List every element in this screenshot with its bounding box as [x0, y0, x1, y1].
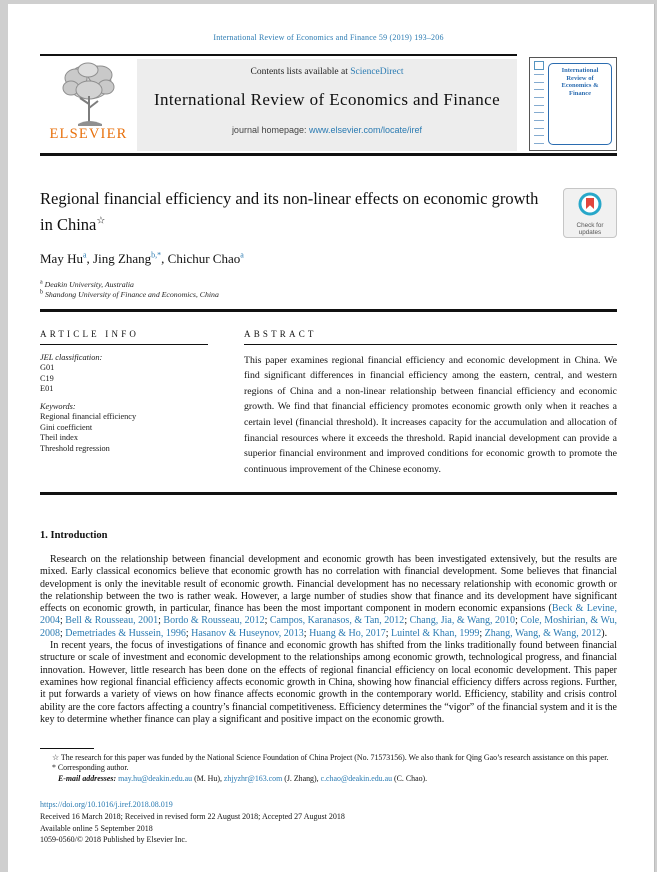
article-info-rule [40, 344, 208, 345]
doi-link[interactable]: https://doi.org/10.1016/j.iref.2018.08.019 [40, 799, 173, 809]
email-link[interactable]: may.hu@deakin.edu.au [118, 773, 193, 783]
email-owner: (C. Chao). [392, 773, 428, 783]
abstract-text: This paper examines regional financial efficiency and economic development in China. We find significant differences in financial efficiency among the eastern, central, and western regions of China and a non-linear relationship between financial efficiency and economic growth. We find that financial efficiency promotes economic growth only when it reaches a certain level (financial threshold). It increases capacity for the accumulation and allocation of financial resources where it exceeds the threshold. Rapid inancial development can provide a superior financial environment and improved conditions for economic growth to promote the continuous improvement of the Chinese economy. [244, 354, 617, 475]
author-separator: , [86, 251, 94, 266]
journal-cover-thumbnail[interactable] [529, 57, 617, 151]
article-info-header: ARTICLE INFO [40, 328, 140, 339]
issn-copyright: 1059-0560/© 2018 Published by Elsevier Inc. [40, 835, 187, 845]
check-for-updates-icon [578, 192, 602, 216]
jel-code: G01 [40, 363, 55, 373]
intro-paragraph-2: In recent years, the focus of investigations of finance and economic growth has shifted from the links traditionally found between financial structure or scale of investment and economic development to the relationships among economic growth, technological progress, and financial innovation. However, little research has been done on the effects of regional financial efficiency on local economic development. This paper examines how regional financial efficiency affects economic growth in China, showing how financial efficiency differs across regions. Further, it put forwards a variety of views on how finance affects economic growth in the contemporary world. Efficiency, stability and crisis control ability are the core factors affecting a country’s financial competitiveness. Efficiency determines the “vigor” of the financial system and it is the key to determine whether finance can play a significant and positive impact on the economic growth. [40, 640, 617, 725]
elsevier-logo [40, 56, 137, 151]
abstract-column [244, 329, 617, 478]
keyword: Gini coefficient [40, 422, 93, 432]
title-block-rule [40, 309, 617, 312]
intro-paragraph-1: Research on the relationship between financial development and economic growth has been investigated extensively, but the results are mixed. Early classical economics believe that economic growth has no correlation with financial development. Some believes that financial development is only the inevitable result of economic growth. Financial development has no necessary relationship with economic growth or the relationship between the two is rather weak. However, a large number of studies show that finance and its development have significant effects on economic growth, in particular, finance has been the most important component in modern economic expansions (Beck & Levine, 2004; Bell & Rousseau, 2001; Bordo & Rousseau, 2012; Campos, Karanasos, & Tan, 2012; Chang, Jia, & Wang, 2010; Cole, Moshirian, & Wu, 2008; Demetriades & Hussein, 1996; Hasanov & Huseynov, 2013; Huang & Ho, 2017; Luintel & Khan, 1999; Zhang, Wang, & Wang, 2012). [40, 553, 618, 639]
masthead [40, 54, 617, 151]
paragraph-text: Research on the relationship between financial development and economic growth has been investigated extensively, but the results are mixed. Early classical economics believe that economic growth has no correlation with financial development. Some believes that financial development is only the inevitable result of economic growth. Financial development has no necessary relationship with economic growth or the relationship between the two is rather weak. However, a large number of studies show that finance and its development have significant effects on economic growth, in particular, finance has been the most important component in modern economic expansions ( [40, 553, 617, 615]
article-title-text: Regional financial efficiency and its non-linear effects on economic growth in China [40, 189, 539, 234]
citation-link[interactable]: Hasanov & Huseynov, 2013 [191, 627, 304, 639]
keywords-label: Keywords: [40, 401, 76, 411]
author-affil-sup[interactable]: b,* [151, 250, 162, 260]
citation-link[interactable]: Cole, Moshirian, & Wu, 2008 [40, 615, 618, 639]
available-online: Available online 5 September 2018 [40, 823, 153, 833]
article-info-column [40, 329, 208, 478]
cover-crest-icon [534, 61, 544, 70]
section-heading-introduction: 1. Introduction [40, 529, 108, 541]
citation-link[interactable]: Huang & Ho, 2017 [309, 627, 386, 639]
abstract-rule [244, 344, 617, 345]
citation-link[interactable]: Bordo & Rousseau, 2012 [163, 615, 265, 627]
email-link[interactable]: c.chao@deakin.edu.au [320, 773, 393, 783]
contents-line [143, 67, 511, 77]
journal-page [8, 4, 655, 872]
sciencedirect-link[interactable]: ScienceDirect [350, 66, 404, 77]
jel-label: JEL classification: [40, 352, 103, 362]
contents-prefix: Contents lists available at [250, 66, 351, 77]
corresponding-mark: * [52, 763, 58, 773]
masthead-bottom-rule [40, 153, 617, 156]
title-footnote-mark: ☆ [96, 215, 106, 227]
affiliations [40, 280, 617, 300]
elsevier-tree-icon [58, 60, 120, 128]
author-name: Jing Zhang [93, 251, 152, 266]
homepage-prefix: journal homepage: [231, 124, 309, 135]
author-name: May Hu [40, 251, 83, 266]
funding-text: The research for this paper was funded by the National Science Foundation of China Project (No. 71573156). We also thank for Qing Gao’s research assistance on this paper. [60, 753, 609, 763]
email-footnote [40, 774, 617, 784]
running-head-citation: International Review of Economics and Finance 59 (2019) 193–206 [213, 33, 444, 42]
author-line [40, 251, 617, 267]
jel-code: E01 [40, 384, 54, 394]
received-dates: Received 16 March 2018; Received in revised form 22 August 2018; Accepted 27 August 2018 [40, 811, 345, 821]
paragraph-text: ). [601, 627, 608, 639]
email-label: E-mail addresses: [58, 773, 117, 783]
author-separator: , [161, 251, 168, 266]
homepage-line [143, 125, 511, 135]
citation-link[interactable]: Bell & Rousseau, 2001 [65, 615, 159, 627]
author-affil-sup[interactable]: a [240, 250, 244, 260]
jel-code: C19 [40, 373, 54, 383]
journal-title: International Review of Economics and Finance [153, 89, 501, 109]
publication-info [40, 799, 617, 846]
corresponding-author-footnote [40, 763, 617, 773]
journal-banner [137, 59, 517, 151]
footnote-divider [40, 748, 94, 749]
funding-footnote [40, 753, 617, 763]
email-owner: (J. Zhang), [282, 773, 321, 783]
citation-link[interactable]: Luintel & Khan, 1999 [391, 627, 480, 639]
check-for-updates-badge[interactable] [563, 188, 617, 238]
cover-title: International Review of Economics & Finance [561, 67, 599, 97]
elsevier-wordmark: ELSEVIER [49, 125, 128, 142]
author-name: Chichur Chao [167, 251, 241, 266]
citation-link[interactable]: Chang, Jia, & Wang, 2010 [409, 615, 516, 627]
corresponding-text: Corresponding author. [57, 763, 129, 773]
article-title [40, 186, 563, 238]
email-link[interactable]: zhjyzhr@163.com [223, 773, 283, 783]
funding-mark: ☆ [52, 753, 61, 763]
homepage-url-link[interactable]: www.elsevier.com/locate/iref [309, 124, 423, 135]
citation-link[interactable]: Campos, Karanasos, & Tan, 2012 [269, 615, 405, 627]
email-owner: (M. Hu), [192, 773, 224, 783]
affiliation-line: $^a$ Deakin University, Australia [40, 279, 134, 289]
citation-link[interactable]: Zhang, Wang, & Wang, 2012 [484, 627, 602, 639]
keyword: Regional financial efficiency [40, 412, 137, 422]
abstract-bottom-rule [40, 492, 617, 495]
citation-link[interactable]: Demetriades & Hussein, 1996 [65, 627, 186, 639]
affiliation-line: $^b$ Shandong University of Finance and Economics, China [40, 289, 219, 299]
keyword: Theil index [40, 433, 79, 443]
author-affil-sup[interactable]: a [82, 250, 87, 260]
cover-spine-marks [534, 74, 544, 144]
keyword: Threshold regression [40, 443, 110, 453]
cover-title-box [548, 63, 612, 145]
badge-label: Check for updates [576, 222, 604, 236]
abstract-header: ABSTRACT [244, 328, 317, 339]
citation-link[interactable]: Beck & Levine, 2004 [40, 603, 617, 627]
